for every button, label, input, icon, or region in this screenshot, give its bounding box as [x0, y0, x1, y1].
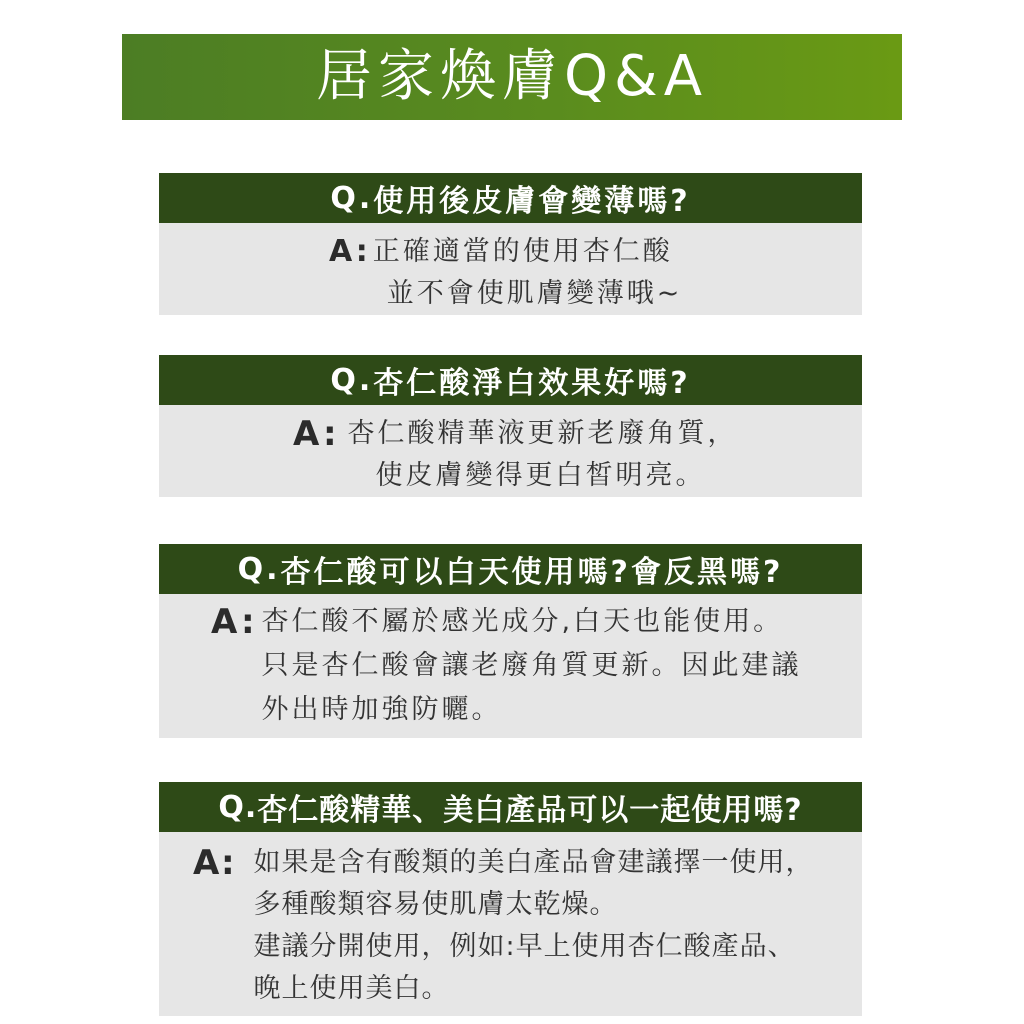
answer-line: 只是杏仁酸會讓老廢角質更新。因此建議 [261, 650, 802, 681]
answer-line: 外出時加強防曬。 [261, 694, 502, 725]
page-title: 居家煥膚Q&A [315, 44, 709, 109]
question-text: 使用後皮膚會變薄嗎? [373, 184, 691, 219]
answer-mark-label: A: [329, 234, 371, 269]
answer-box [159, 832, 862, 1016]
answer-line: 晚上使用美白。 [253, 973, 450, 1004]
answer-line: 並不會使肌膚變薄哦~ [386, 278, 683, 309]
answer-mark-label: A: [293, 414, 340, 454]
answer-line: 杏仁酸不屬於感光成分,白天也能使用。 [261, 606, 784, 637]
question-bar [159, 355, 862, 405]
answer-text [373, 231, 683, 315]
answer-mark-label: A: [193, 843, 236, 883]
title-banner [122, 34, 902, 120]
question-mark-label: Q. [330, 180, 374, 216]
question-text: 杏仁酸可以白天使用嗎?會反黑嗎? [280, 555, 784, 590]
answer-line: 建議分開使用，例如:早上使用杏仁酸產品、 [253, 931, 796, 962]
answer-line: 正確適當的使用杏仁酸 [372, 236, 673, 267]
answer-box [159, 223, 862, 315]
answer-mark-label: A: [211, 602, 258, 642]
question-mark-label: Q. [237, 551, 281, 587]
qa-item [159, 544, 862, 738]
qa-item [159, 173, 862, 315]
answer-text [254, 842, 814, 1016]
question-bar [159, 173, 862, 223]
answer-box [159, 405, 862, 497]
question-text: 杏仁酸精華、美白產品可以一起使用嗎? [257, 793, 803, 828]
answer-text [348, 413, 738, 497]
question-bar [159, 544, 862, 594]
answer-line: 多種酸類容易使肌膚太乾燥。 [253, 889, 618, 920]
qa-item [159, 355, 862, 497]
answer-line: 使皮膚變得更白皙明亮。 [375, 460, 706, 491]
question-bar [159, 782, 862, 832]
answer-line: 如果是含有酸類的美白產品會建議擇一使用， [253, 847, 814, 878]
answer-box [159, 594, 862, 738]
question-mark-label: Q. [218, 789, 258, 825]
answer-text [262, 600, 802, 738]
answer-line: 杏仁酸精華液更新老廢角質， [347, 418, 738, 449]
question-text: 杏仁酸淨白效果好嗎? [373, 366, 691, 401]
qa-item [159, 782, 862, 1016]
question-mark-label: Q. [330, 362, 374, 398]
